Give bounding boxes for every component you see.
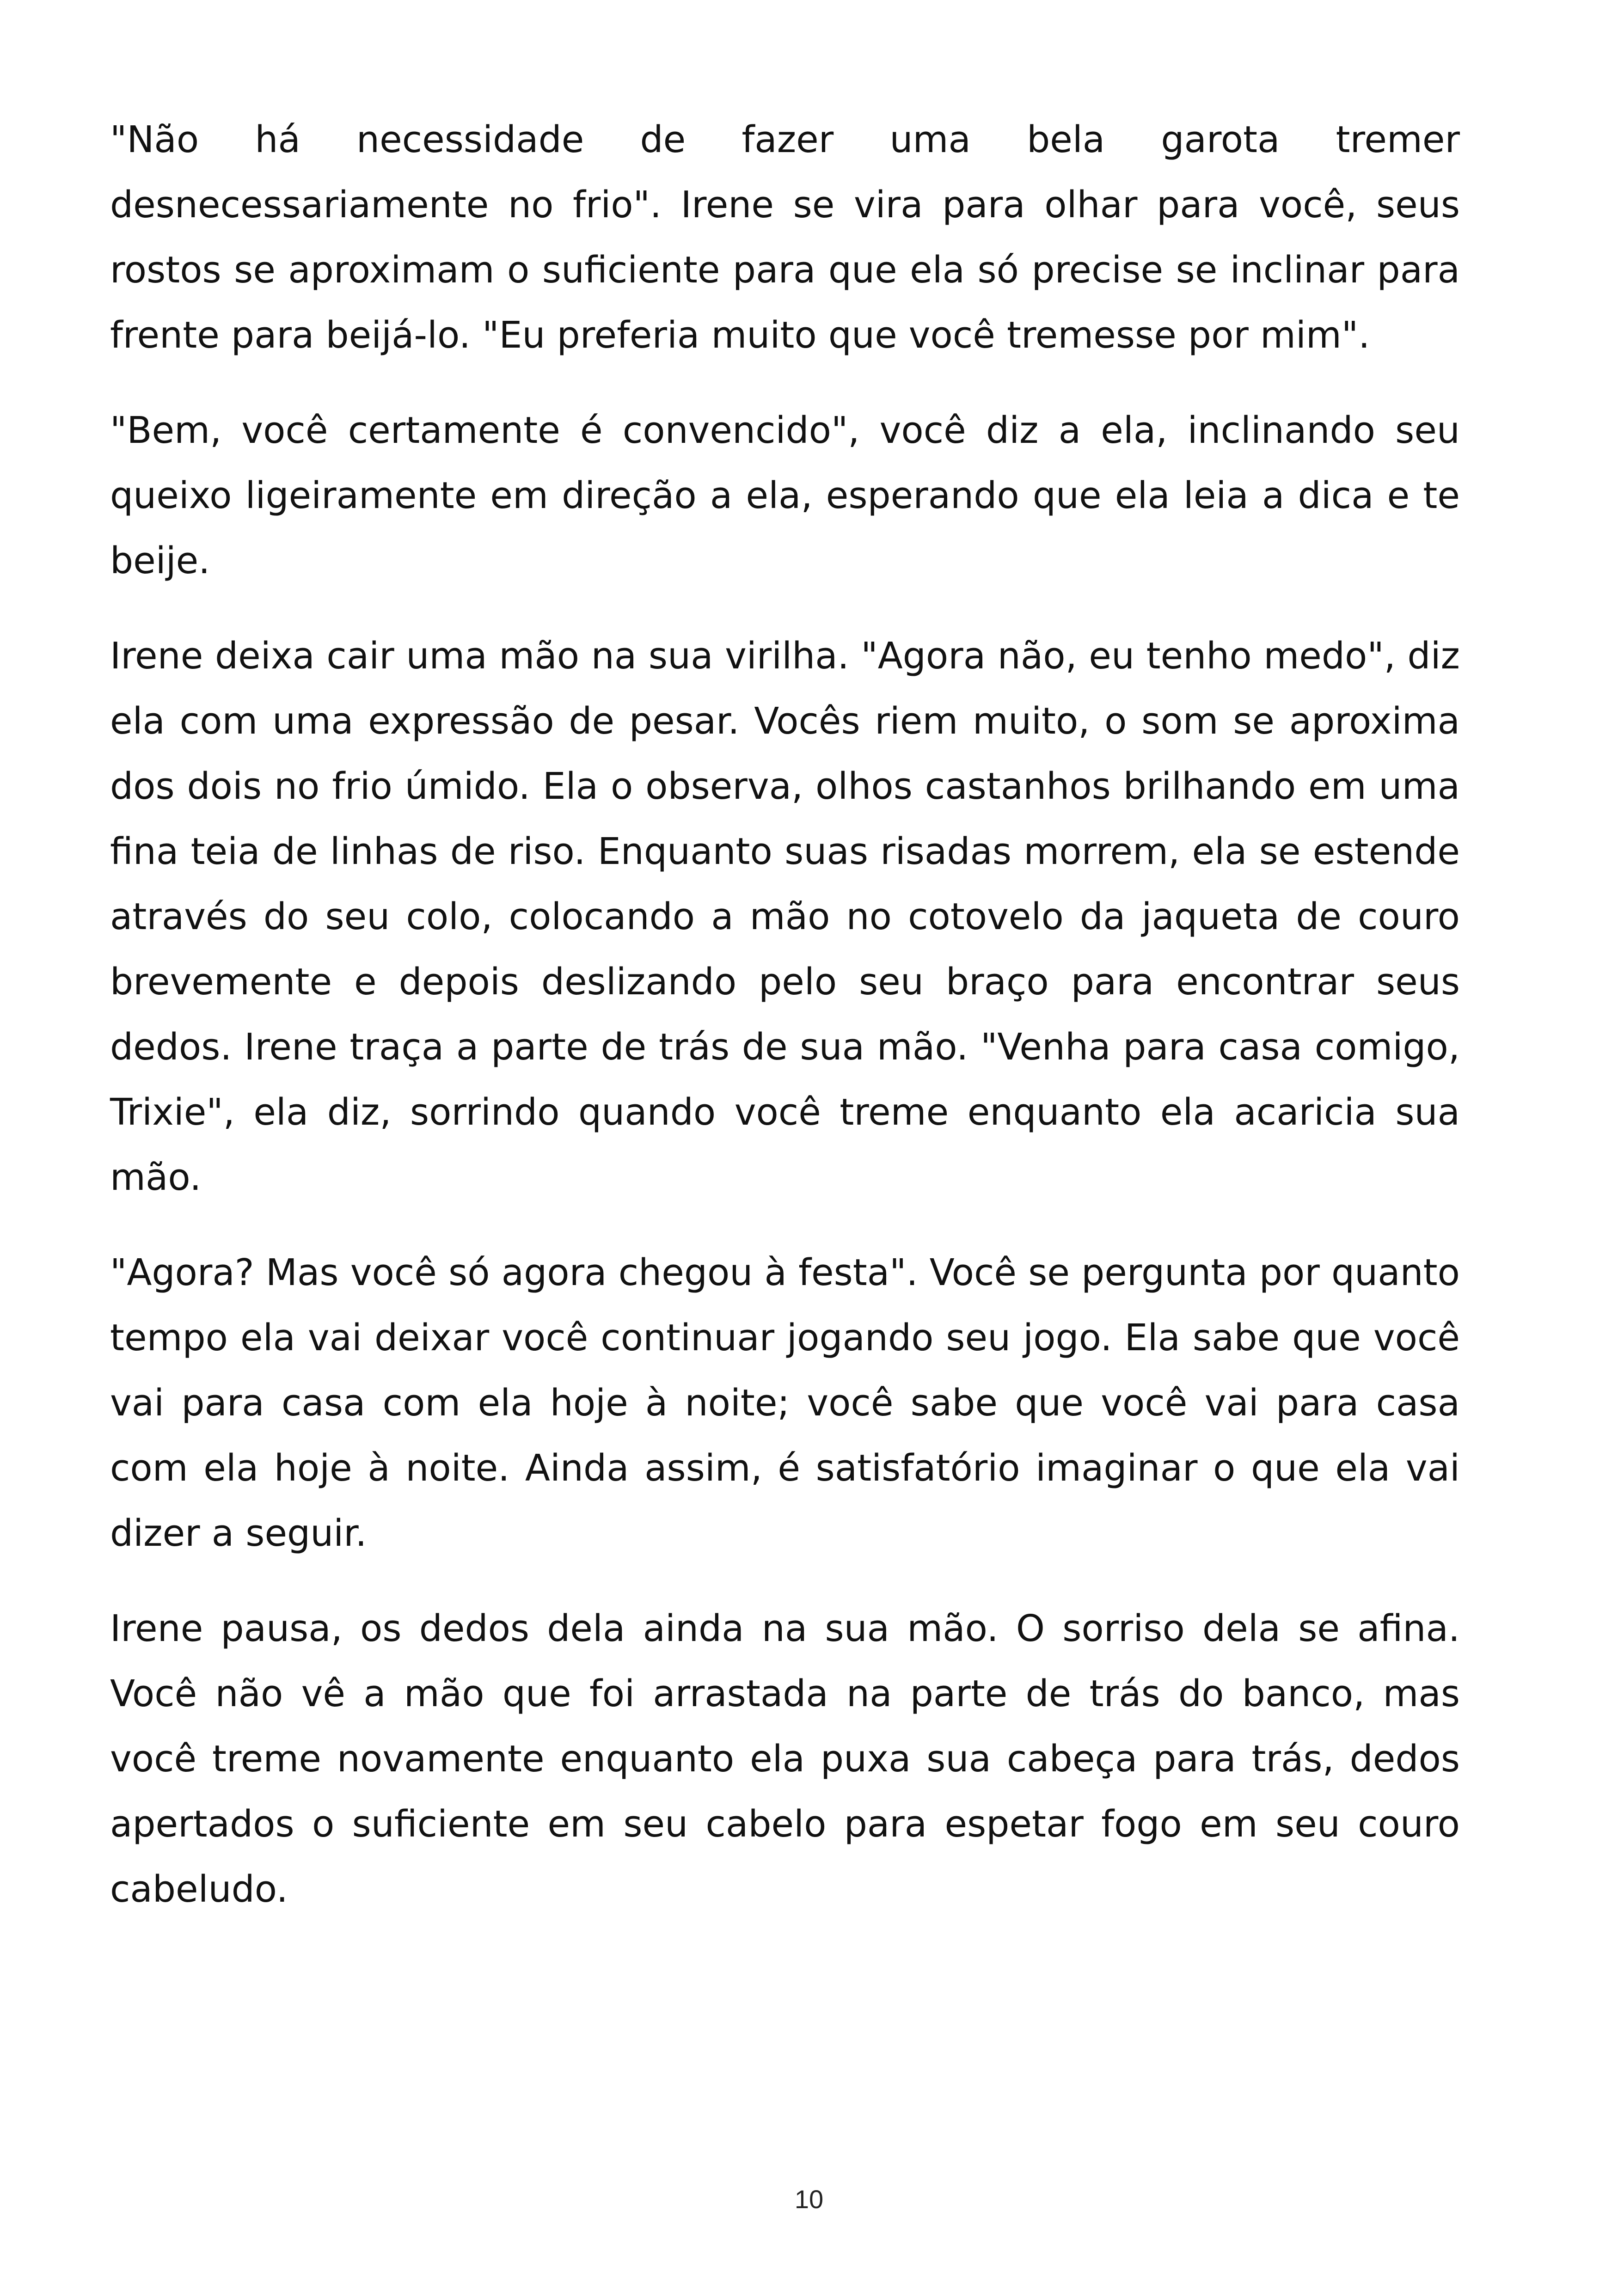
paragraph-5: Irene pausa, os dedos dela ainda na sua mão. O sorriso dela se afina. Você não vê a mão que foi arrastada na parte de trás do banco, mas você treme novamente enquanto ela puxa sua cabeça para trás, dedos apertados o suficiente em seu cabelo para espetar fogo em seu couro cabeludo. — [110, 1607, 1460, 1910]
paragraph-3: Irene deixa cair uma mão na sua virilha. "Agora não, eu tenho medo", diz ela com uma expressão de pesar. Vocês riem muito, o som se aproxima dos dois no frio úmido. Ela o observa, olhos castanhos brilhando em uma fina teia de linhas de riso. Enquanto suas risadas morrem, ela se estende através do seu colo, colocando a mão no cotovelo da jaqueta de couro brevemente e depois deslizando pelo seu braço para encontrar seus dedos. Irene traça a parte de trás de sua mão. "Venha para casa comigo, Trixie", ela diz, sorrindo quando você treme enquanto ela acaricia sua mão. — [110, 635, 1460, 1199]
paragraph-4: "Agora? Mas você só agora chegou à festa". Você se pergunta por quanto tempo ela vai deixar você continuar jogando seu jogo. Ela sabe que você vai para casa com ela hoje à noite; você sabe que você vai para casa com ela hoje à noite. Ainda assim, é satisfatório imaginar o que ela vai dizer a seguir. — [110, 1251, 1460, 1555]
paragraph-1: "Não há necessidade de fazer uma bela garota tremer desnecessariamente no frio". Irene se vira para olhar para você, seus rostos se aproximam o suficiente para que ela só precise se inclinar para frente para beijá-lo. "Eu preferia muito que você tremesse por mim". — [110, 118, 1460, 356]
body-text — [110, 107, 1460, 1952]
page-number: 10 — [794, 2185, 824, 2214]
paragraph-2: "Bem, você certamente é convencido", você diz a ela, inclinando seu queixo ligeiramente em direção a ela, esperando que ela leia a dica e te beije. — [110, 409, 1460, 582]
